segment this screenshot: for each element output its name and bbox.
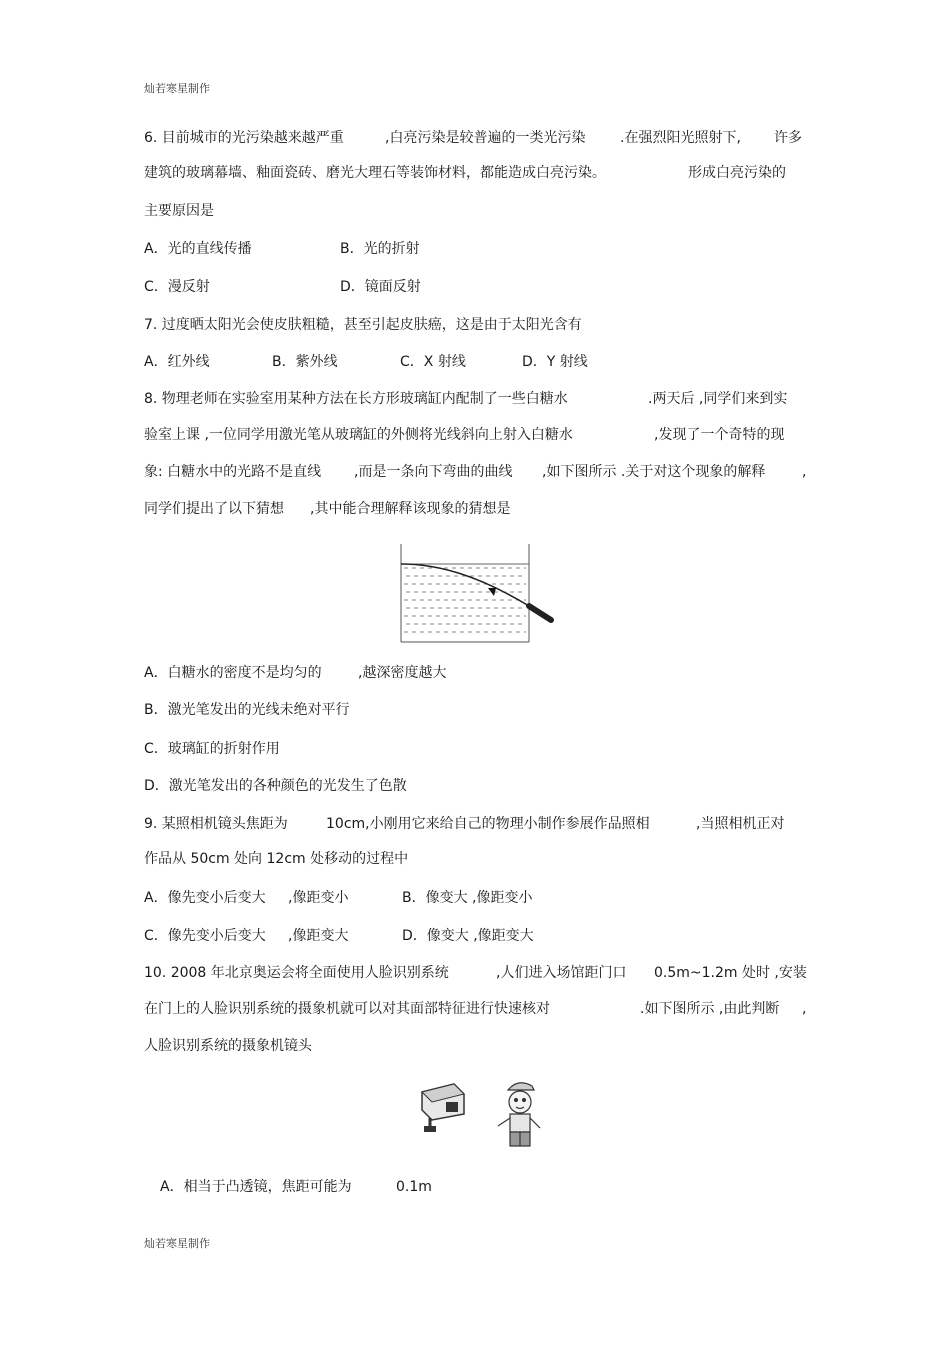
face-recognition-figure: [400, 1068, 552, 1154]
q8-text: 象: 白糖水中的光路不是直线: [144, 464, 322, 480]
q10-text: 10. 2008 年北京奥运会将全面使用人脸识别系统: [144, 965, 449, 981]
q8-text: ,如下图所示 .关于对这个现象的解释: [542, 464, 766, 480]
q10-text: 人脸识别系统的摄象机镜头: [144, 1038, 312, 1054]
q9-option-a: A．像先变小后变大: [144, 890, 266, 906]
q10-text: 在门上的人脸识别系统的摄象机就可以对其面部特征进行快速核对: [144, 1001, 550, 1017]
q8-option-c: C．玻璃缸的折射作用: [144, 741, 280, 757]
q8-option-b: B．激光笔发出的光线未绝对平行: [144, 702, 350, 718]
q7-option-d: D．Y 射线: [522, 354, 588, 370]
q10-text: .如下图所示 ,由此判断: [640, 1001, 780, 1017]
q6-option-d: D．镜面反射: [340, 279, 421, 295]
q8-option-a: A．白糖水的密度不是均匀的: [144, 665, 322, 681]
q6-text: ,白亮污染是较普遍的一类光污染: [385, 130, 586, 146]
q6-text: 6. 目前城市的光污染越来越严重: [144, 130, 344, 146]
q8-option-d: D．激光笔发出的各种颜色的光发生了色散: [144, 778, 407, 794]
q6-option-b: B．光的折射: [340, 241, 420, 257]
q8-text: 验室上课 ,一位同学用激光笔从玻璃缸的外侧将光线斜向上射入白糖水: [144, 427, 573, 443]
q9-text: 作品从 50cm 处向 12cm 处移动的过程中: [144, 851, 409, 867]
q8-text: ,发现了一个奇特的现: [654, 427, 785, 443]
q6-text: 主要原因是: [144, 203, 214, 219]
q6-text: 形成白亮污染的: [688, 165, 786, 181]
q6-text: 建筑的玻璃幕墙、釉面瓷砖、磨光大理石等装饰材料，都能造成白亮污染。: [144, 165, 606, 181]
q8-text: 同学们提出了以下猜想: [144, 501, 284, 517]
q10-option-a: A．相当于凸透镜，焦距可能为: [160, 1179, 352, 1195]
q6-option-c: C．漫反射: [144, 279, 210, 295]
q8-text: ,其中能合理解释该现象的猜想是: [310, 501, 511, 517]
sugar-water-tank-figure: [396, 540, 560, 648]
q9-text: ,当照相机正对: [696, 816, 785, 832]
q8-text: .两天后 ,同学们来到实: [648, 391, 788, 407]
q9-text: 9. 某照相机镜头焦距为: [144, 816, 288, 832]
q10-text: 0.5m~1.2m 处时 ,安装: [654, 965, 807, 981]
q9-option-a: ,像距变小: [288, 890, 349, 906]
q7-option-a: A．红外线: [144, 354, 210, 370]
camera-icon: [422, 1084, 464, 1132]
q6-text: 许多: [774, 130, 802, 146]
q10-text: ,人们进入场馆距门口: [496, 965, 627, 981]
water-dashes: [404, 568, 526, 632]
q7-text: 7. 过度晒太阳光会使皮肤粗糙，甚至引起皮肤癌，这是由于太阳光含有: [144, 317, 582, 333]
person-icon: [498, 1083, 540, 1146]
q9-text: 10cm,小刚用它来给自己的物理小制作参展作品照相: [326, 816, 650, 832]
q6-text: .在强烈阳光照射下,: [620, 130, 741, 146]
q9-option-d: D．像变大 ,像距变大: [402, 928, 534, 944]
q8-option-a: ,越深密度越大: [358, 665, 447, 681]
q8-text: ,: [802, 464, 807, 480]
page-header: 灿若寒星制作: [144, 82, 210, 95]
q10-option-a: 0.1m: [396, 1179, 432, 1195]
q8-text: ,而是一条向下弯曲的曲线: [354, 464, 513, 480]
q7-option-c: C．X 射线: [400, 354, 466, 370]
q8-text: 8. 物理老师在实验室用某种方法在长方形玻璃缸内配制了一些白糖水: [144, 391, 568, 407]
q9-option-c: ,像距变大: [288, 928, 349, 944]
q6-option-a: A．光的直线传播: [144, 241, 252, 257]
q7-option-b: B．紫外线: [272, 354, 338, 370]
page-footer: 灿若寒星制作: [144, 1237, 210, 1250]
q9-option-c: C．像先变小后变大: [144, 928, 266, 944]
q10-text: ,: [802, 1001, 807, 1017]
laser-pen-icon: [529, 606, 551, 620]
q9-option-b: B．像变大 ,像距变小: [402, 890, 533, 906]
